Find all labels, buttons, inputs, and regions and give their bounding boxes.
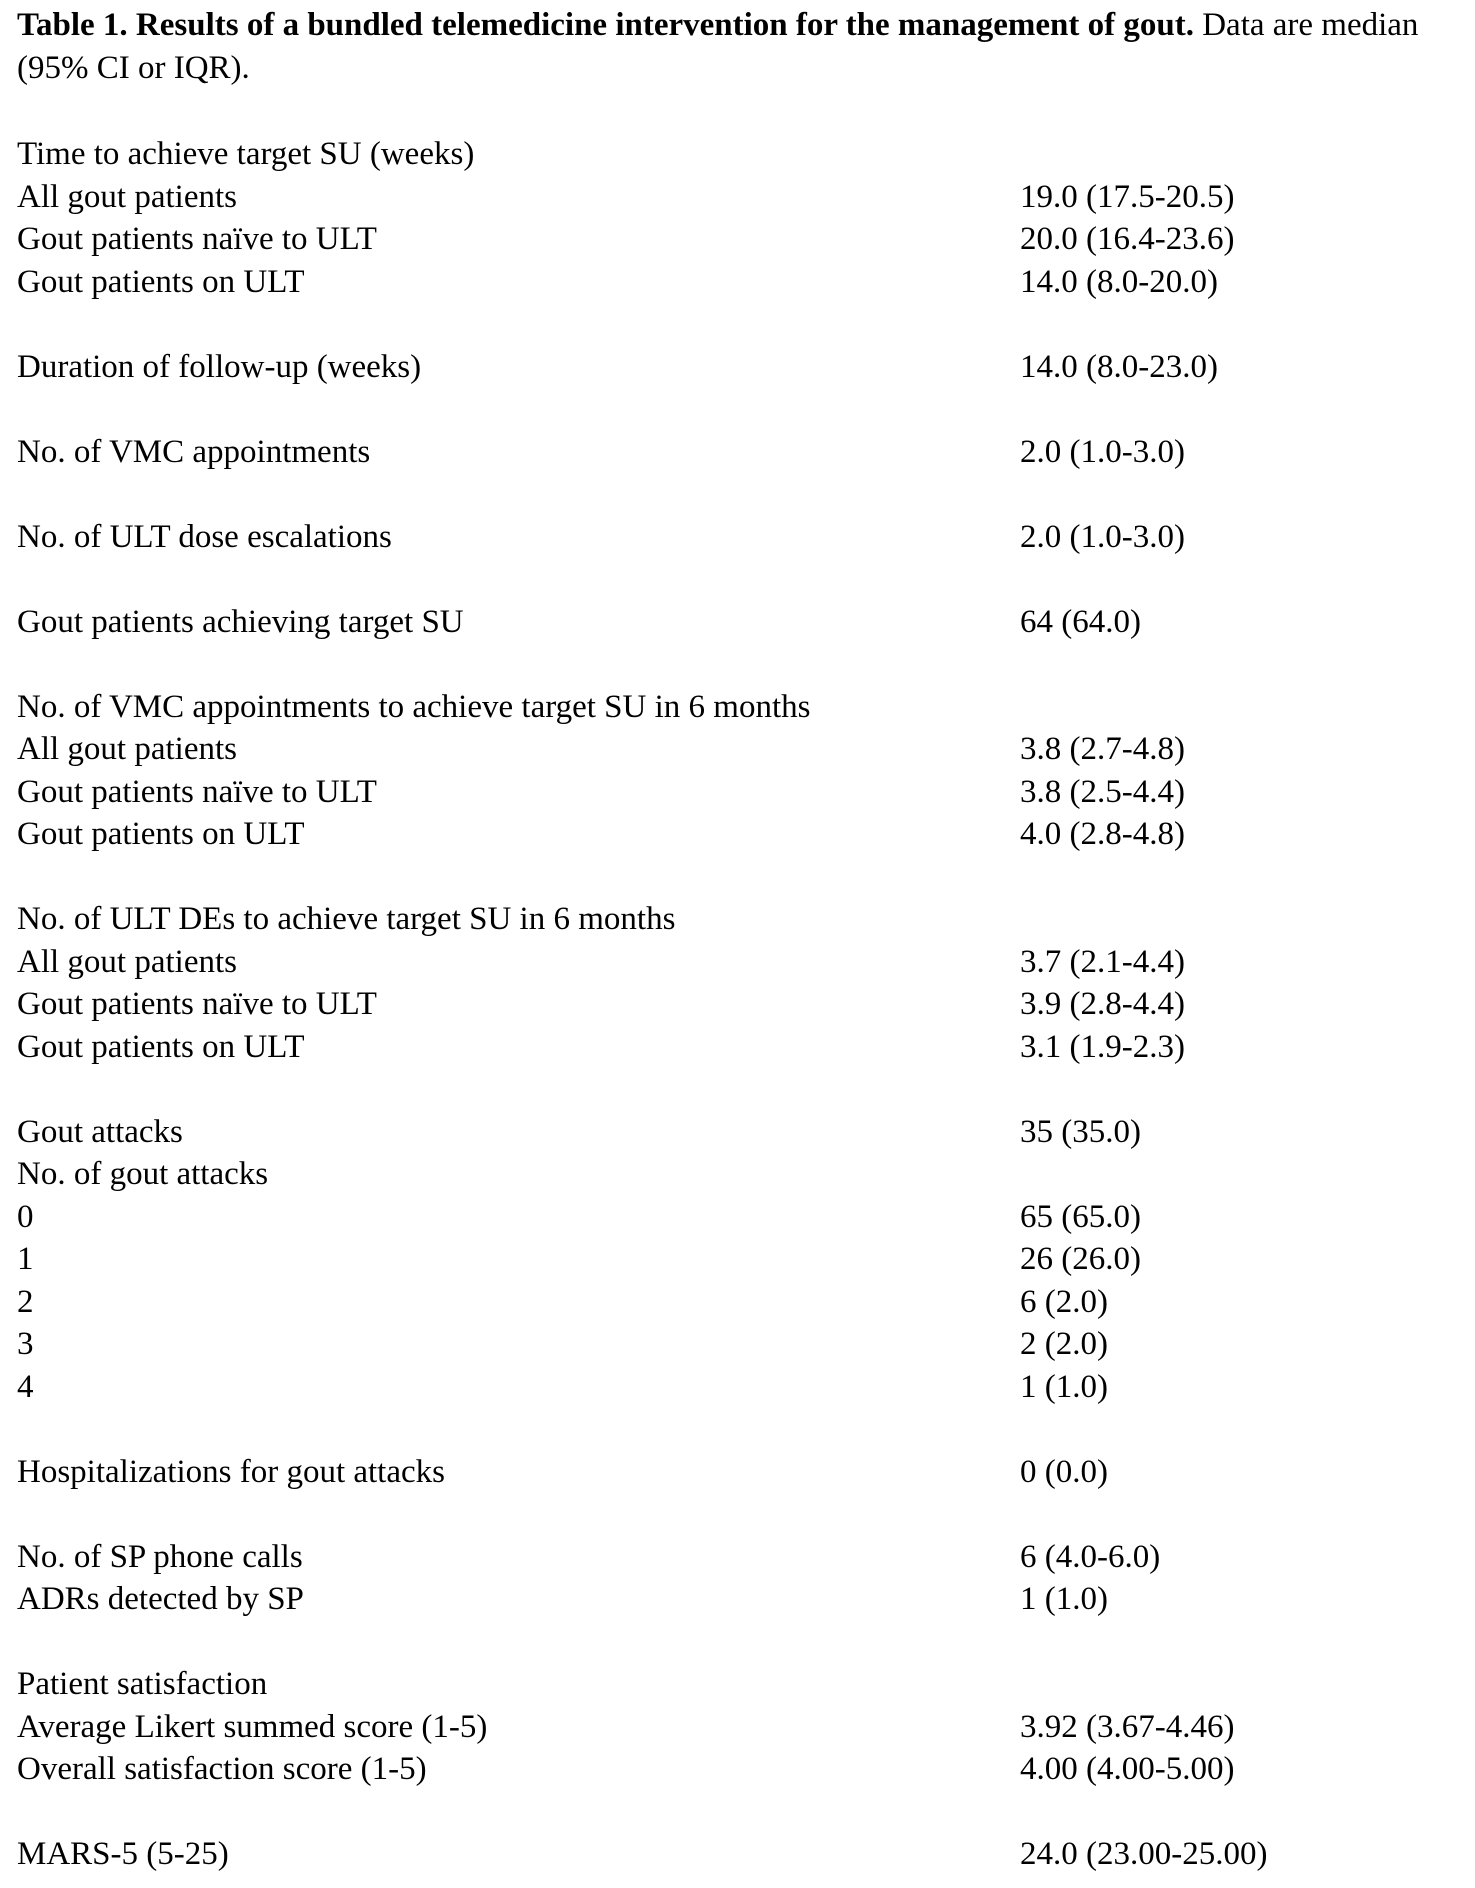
table-row <box>17 1791 1457 1834</box>
row-value: 1 (1.0) <box>1020 1368 1108 1405</box>
row-label: No. of SP phone calls <box>17 1538 303 1575</box>
table-row <box>17 516 1457 559</box>
row-value: 65 (65.0) <box>1020 1198 1141 1235</box>
table-row <box>17 473 1457 516</box>
table-row <box>17 983 1457 1026</box>
row-value: 4.00 (4.00-5.00) <box>1020 1751 1235 1787</box>
row-value: 3.8 (2.7-4.8) <box>1020 731 1185 767</box>
table-row <box>17 1621 1457 1664</box>
row-value: 6 (2.0) <box>1020 1283 1108 1320</box>
caption-note: Data are median (95% CI or IQR). <box>17 7 1419 86</box>
table-row <box>17 1153 1457 1196</box>
row-label: Gout patients on ULT <box>17 263 305 300</box>
table-row <box>17 941 1457 984</box>
row-label: All gout patients <box>17 178 237 215</box>
table-row <box>17 558 1457 601</box>
table-caption <box>17 4 1457 90</box>
row-label: Gout patients achieving target SU <box>17 603 464 640</box>
row-label: 1 <box>17 1241 34 1277</box>
row-label: No. of gout attacks <box>17 1156 269 1192</box>
table-row <box>17 771 1457 814</box>
row-label: ADRs detected by SP <box>17 1581 304 1617</box>
row-value: 6 (4.0-6.0) <box>1020 1538 1161 1575</box>
table-row <box>17 1111 1457 1154</box>
row-label: Gout patients naïve to ULT <box>17 986 377 1022</box>
table-row <box>17 1663 1457 1706</box>
table-row <box>17 813 1457 856</box>
row-value: 0 (0.0) <box>1020 1453 1108 1490</box>
table-row <box>17 1451 1457 1494</box>
row-label: Overall satisfaction score (1-5) <box>17 1751 427 1787</box>
row-value: 3.7 (2.1-4.4) <box>1020 943 1185 980</box>
table-row <box>17 1706 1457 1749</box>
row-value: 24.0 (23.00-25.00) <box>1020 1836 1268 1872</box>
row-value: 20.0 (16.4-23.6) <box>1020 221 1235 257</box>
table-row <box>17 1578 1457 1621</box>
row-label: Hospitalizations for gout attacks <box>17 1453 445 1490</box>
table-row <box>17 601 1457 644</box>
caption-title: Table 1. Results of a bundled telemedicine intervention for the management of gout. <box>17 7 1194 43</box>
row-value: 14.0 (8.0-20.0) <box>1020 263 1218 300</box>
row-label: Gout patients naïve to ULT <box>17 221 377 257</box>
table-row <box>17 176 1457 219</box>
row-label: Gout patients naïve to ULT <box>17 773 377 810</box>
table-row <box>17 346 1457 389</box>
table-row <box>17 261 1457 304</box>
row-label: No. of VMC appointments <box>17 433 371 470</box>
row-label: Gout patients on ULT <box>17 1028 305 1065</box>
row-label: No. of ULT dose escalations <box>17 518 392 555</box>
row-label: Gout patients on ULT <box>17 816 305 852</box>
table-document <box>17 4 1457 1876</box>
table-row <box>17 1026 1457 1069</box>
table-row <box>17 388 1457 431</box>
row-value: 4.0 (2.8-4.8) <box>1020 816 1185 852</box>
row-value: 3.9 (2.8-4.4) <box>1020 986 1185 1022</box>
table-row <box>17 303 1457 346</box>
row-label: Duration of follow-up (weeks) <box>17 348 422 385</box>
row-value: 3.92 (3.67-4.46) <box>1020 1708 1235 1745</box>
row-label: No. of ULT DEs to achieve target SU in 6 months <box>17 901 676 937</box>
table-row <box>17 1536 1457 1579</box>
row-label: Average Likert summed score (1-5) <box>17 1708 488 1745</box>
table-row <box>17 1323 1457 1366</box>
table-row <box>17 643 1457 686</box>
row-value: 35 (35.0) <box>1020 1113 1141 1150</box>
row-label: 2 <box>17 1283 34 1320</box>
table-row <box>17 1833 1457 1876</box>
row-label: No. of VMC appointments to achieve target SU in 6 months <box>17 688 811 725</box>
row-value: 2.0 (1.0-3.0) <box>1020 433 1185 470</box>
row-value: 2 (2.0) <box>1020 1326 1108 1362</box>
table-row <box>17 1281 1457 1324</box>
row-value: 3.8 (2.5-4.4) <box>1020 773 1185 810</box>
table-row <box>17 1238 1457 1281</box>
row-value: 19.0 (17.5-20.5) <box>1020 178 1235 215</box>
row-label: Patient satisfaction <box>17 1666 268 1702</box>
row-value: 3.1 (1.9-2.3) <box>1020 1028 1185 1065</box>
table-row <box>17 133 1457 176</box>
table-row <box>17 1408 1457 1451</box>
row-label: Time to achieve target SU (weeks) <box>17 136 475 172</box>
table-row <box>17 431 1457 474</box>
row-label: 4 <box>17 1368 34 1405</box>
row-value: 2.0 (1.0-3.0) <box>1020 518 1185 555</box>
row-value: 1 (1.0) <box>1020 1581 1108 1617</box>
row-value: 64 (64.0) <box>1020 603 1141 640</box>
table-row <box>17 1366 1457 1409</box>
table-row <box>17 1748 1457 1791</box>
row-value: 14.0 (8.0-23.0) <box>1020 348 1218 385</box>
table-row <box>17 1493 1457 1536</box>
table-row <box>17 686 1457 729</box>
table-row <box>17 1068 1457 1111</box>
table-row <box>17 728 1457 771</box>
row-label: MARS-5 (5-25) <box>17 1836 229 1872</box>
table-row <box>17 218 1457 261</box>
table-row <box>17 898 1457 941</box>
row-label: 0 <box>17 1198 34 1235</box>
row-label: Gout attacks <box>17 1113 183 1150</box>
table-row <box>17 1196 1457 1239</box>
row-value: 26 (26.0) <box>1020 1241 1141 1277</box>
row-label: 3 <box>17 1326 34 1362</box>
table-row <box>17 856 1457 899</box>
row-label: All gout patients <box>17 731 237 767</box>
table-body <box>17 133 1457 1876</box>
row-label: All gout patients <box>17 943 237 980</box>
